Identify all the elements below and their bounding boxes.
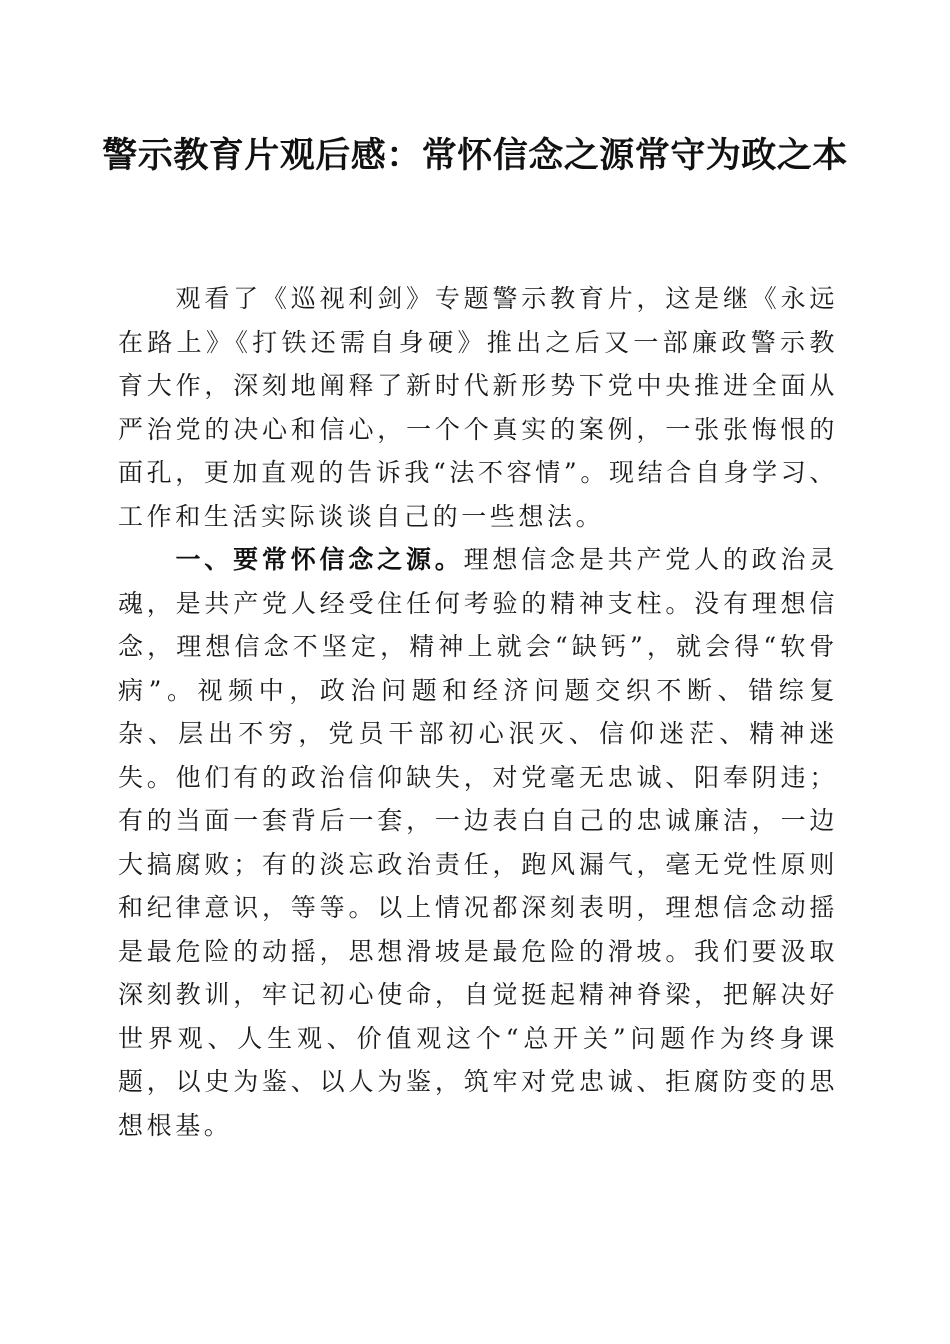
- section-1-heading: 一、要常怀信念之源。: [175, 545, 464, 574]
- paragraph-intro-text: 观看了《巡视利剑》专题警示教育片，这是继《永远在路上》《打铁还需自身硬》推出之后又一部廉政警示教育大作，深刻地阐释了新时代新形势下党中央推进全面从严治党的决心和信心，一个个真实的案例，一张张悔恨的面孔，更加直观的告诉我“法不容情”。现结合自身学习、工作和生活实际谈谈自己的一些想法。: [118, 284, 838, 531]
- document-body: [118, 277, 838, 1147]
- paragraph-intro: [118, 277, 838, 538]
- document-title: 警示教育片观后感：常怀信念之源常守为政之本: [102, 135, 848, 176]
- paragraph-section-1: [118, 538, 838, 1147]
- section-1-text: 理想信念是共产党人的政治灵魂，是共产党人经受住任何考验的精神支柱。没有理想信念，理想信念不坚定，精神上就会“缺钙”，就会得“软骨病”。视频中，政治问题和经济问题交织不断、错综复杂、层出不穷，党员干部初心泯灭、信仰迷茫、精神迷失。他们有的政治信仰缺失，对党毫无忠诚、阳奉阴违；有的当面一套背后一套，一边表白自己的忠诚廉洁，一边大搞腐败；有的淡忘政治责任，跑风漏气，毫无党性原则和纪律意识，等等。以上情况都深刻表明，理想信念动摇是最危险的动摇，思想滑坡是最危险的滑坡。我们要汲取深刻教训，牢记初心使命，自觉挺起精神脊梁，把解决好世界观、人生观、价值观这个“总开关”问题作为终身课题，以史为鉴、以人为鉴，筑牢对党忠诚、拒腐防变的思想根基。: [118, 545, 838, 1140]
